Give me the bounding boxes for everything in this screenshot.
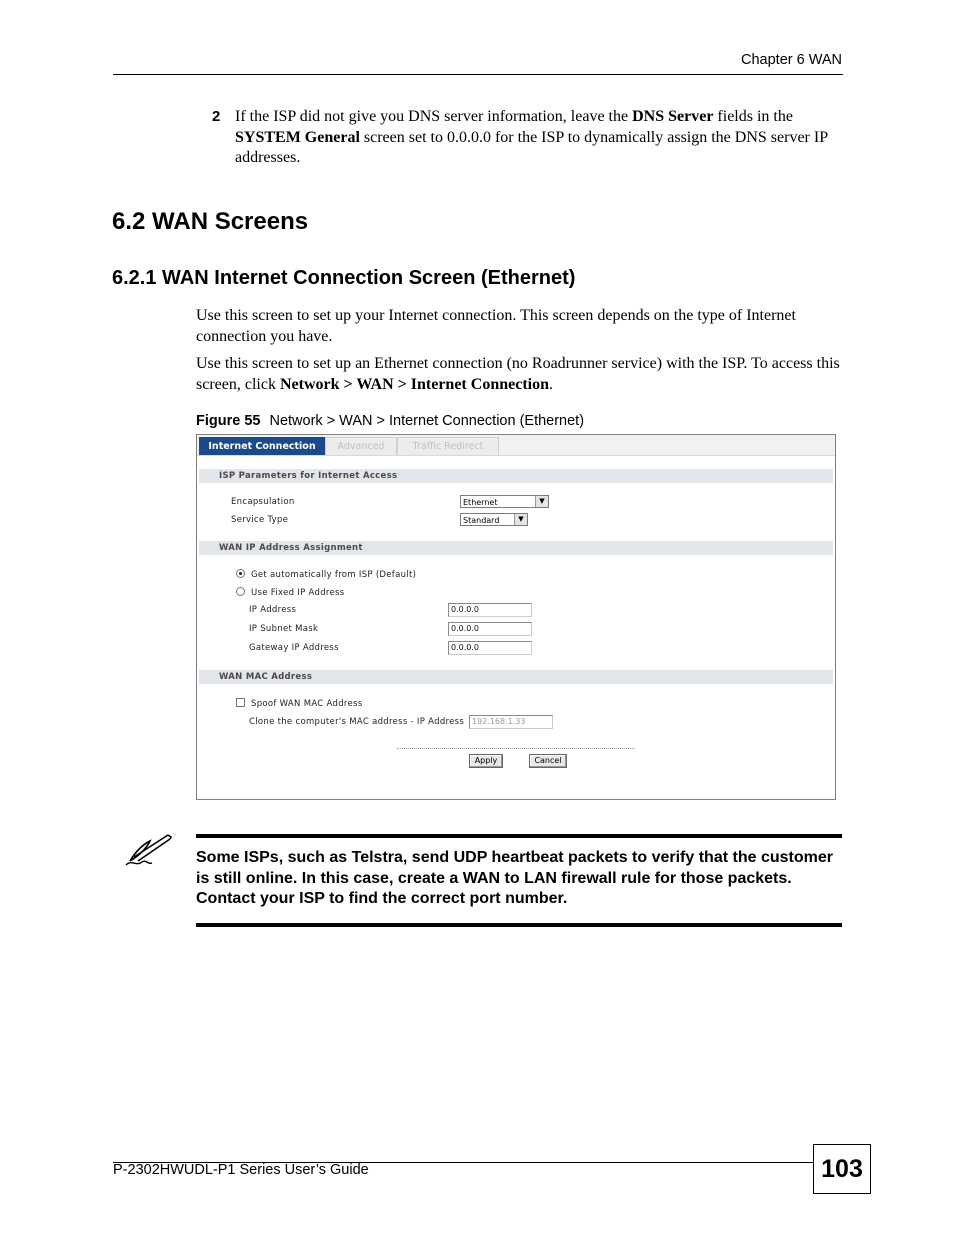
service-type-value: Standard — [463, 516, 500, 525]
subsection-title: 6.2.1 WAN Internet Connection Screen (Ethernet) — [112, 267, 576, 289]
note-top-rule — [196, 834, 842, 838]
mac-section-header: WAN MAC Address — [199, 670, 833, 684]
gateway-input[interactable]: 0.0.0.0 — [448, 641, 532, 655]
tab-bar — [197, 435, 835, 456]
pencil-note-icon — [124, 829, 174, 869]
gateway-label: Gateway IP Address — [249, 643, 339, 653]
wan-screenshot — [196, 434, 836, 800]
step-2 — [212, 107, 852, 169]
radio-get-automatically[interactable] — [236, 569, 245, 578]
spoof-mac-checkbox[interactable] — [236, 698, 245, 707]
radio-auto-label: Get automatically from ISP (Default) — [251, 570, 417, 580]
step-text-3: screen set to 0.0.0.0 for the ISP to dynamically assign the DNS server IP addresses. — [235, 128, 828, 166]
step-text-2: fields in the — [713, 108, 793, 125]
step-bold-system-general: SYSTEM General — [235, 128, 360, 146]
apply-button[interactable]: Apply — [469, 754, 503, 768]
service-type-label: Service Type — [231, 515, 289, 525]
radio-use-fixed-ip[interactable] — [236, 587, 245, 596]
paragraph-1: Use this screen to set up your Internet connection. This screen depends on the type of Internet connection you have. — [196, 307, 796, 345]
radio-fixed-label: Use Fixed IP Address — [251, 588, 345, 598]
step-number: 2 — [212, 108, 221, 125]
footer-guide-title: P-2302HWUDL-P1 Series User’s Guide — [113, 1162, 369, 1178]
para2-text-1: Use this screen to set up an Ethernet connection (no Roadrunner service) with the ISP. To access this screen, click — [196, 355, 840, 393]
page-number: 103 — [813, 1144, 871, 1194]
chevron-down-icon: ▼ — [514, 514, 527, 525]
paragraph-2 — [196, 354, 844, 395]
clone-mac-label: Clone the computer's MAC address - IP Address — [249, 717, 465, 727]
tab-traffic-redirect[interactable]: Traffic Redirect — [397, 437, 499, 455]
para2-text-2: . — [548, 375, 553, 393]
step-bold-dns-server: DNS Server — [632, 108, 714, 125]
subnet-mask-label: IP Subnet Mask — [249, 624, 319, 634]
chapter-header: Chapter 6 WAN — [741, 52, 842, 68]
subnet-mask-input[interactable]: 0.0.0.0 — [448, 622, 532, 636]
clone-ip-input[interactable]: 192.168.1.33 — [469, 715, 553, 729]
figure-label: Figure 55 — [196, 413, 261, 429]
note-bottom-rule — [196, 923, 842, 927]
encapsulation-select[interactable] — [460, 495, 549, 508]
tab-internet-connection[interactable]: Internet Connection — [199, 437, 325, 455]
step-text-1: If the ISP did not give you DNS server information, leave the — [235, 108, 633, 125]
spoof-mac-label: Spoof WAN MAC Address — [251, 699, 363, 709]
note-text: Some ISPs, such as Telstra, send UDP heartbeat packets to verify that the customer is still online. In this case, create a WAN to LAN firewall rule for those packets. Contact your ISP to find the correct port number. — [196, 849, 833, 907]
dotted-divider — [397, 748, 635, 749]
isp-section-header: ISP Parameters for Internet Access — [199, 469, 833, 483]
header-rule — [113, 74, 843, 75]
section-title: 6.2 WAN Screens — [112, 208, 309, 235]
encapsulation-value: Ethernet — [463, 498, 498, 507]
para2-bold-path: Network > WAN > Internet Connection — [279, 375, 549, 393]
wan-ip-section-header: WAN IP Address Assignment — [199, 541, 833, 555]
step-text — [235, 107, 845, 169]
tab-advanced[interactable]: Advanced — [325, 437, 397, 455]
chevron-down-icon: ▼ — [535, 496, 548, 507]
cancel-button[interactable]: Cancel — [529, 754, 567, 768]
encapsulation-label: Encapsulation — [231, 497, 295, 507]
figure-caption — [196, 413, 584, 429]
figure-caption-text: Network > WAN > Internet Connection (Ethernet) — [269, 413, 585, 429]
ip-address-label: IP Address — [249, 605, 297, 615]
service-type-select[interactable] — [460, 513, 528, 526]
ip-address-input[interactable]: 0.0.0.0 — [448, 603, 532, 617]
